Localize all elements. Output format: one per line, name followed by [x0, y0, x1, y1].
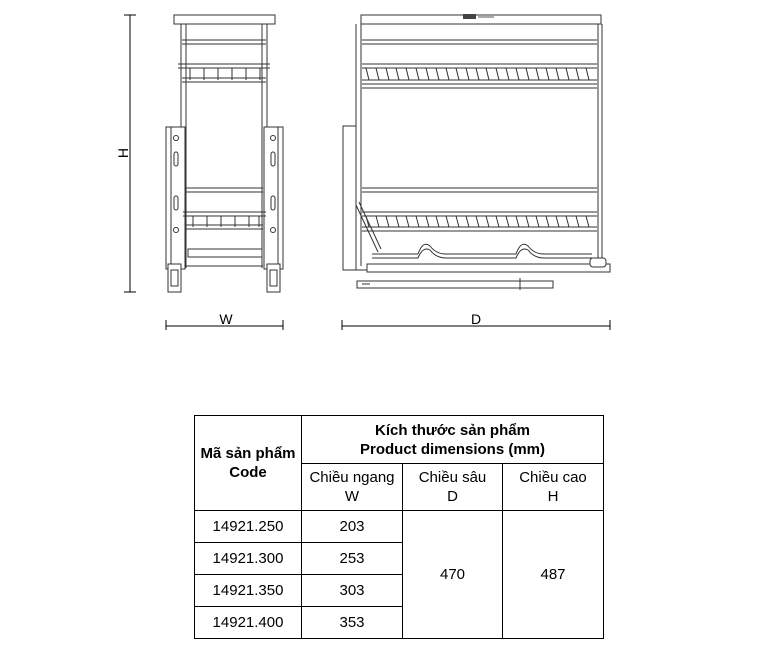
code-cell: 14921.350	[195, 575, 302, 607]
table-row	[195, 511, 604, 543]
depth-label: D	[470, 311, 482, 327]
size-header-vi: Kích thước sản phẩm	[375, 421, 530, 439]
width-cell: 353	[302, 607, 403, 639]
height-column-header	[503, 464, 604, 511]
side-view	[343, 14, 610, 290]
depth-column-header	[403, 464, 503, 511]
dimensions-table	[194, 415, 604, 639]
code-cell: 14921.400	[195, 607, 302, 639]
height-column-vi: Chiều cao	[519, 469, 587, 486]
width-cell: 203	[302, 511, 403, 543]
width-column-header	[302, 464, 403, 511]
lower-basket-wires	[366, 216, 589, 227]
depth-value-cell: 470	[403, 511, 503, 639]
code-header-vi: Mã sản phẩm	[200, 445, 296, 462]
width-column-vi: Chiều ngang	[309, 469, 395, 486]
code-cell: 14921.250	[195, 511, 302, 543]
width-label: W	[219, 311, 233, 327]
depth-column-en: D	[447, 488, 458, 505]
depth-column-vi: Chiều sâu	[418, 469, 487, 486]
height-label: H	[115, 147, 131, 159]
code-cell: 14921.300	[195, 543, 302, 575]
size-header-en: Product dimensions (mm)	[359, 440, 546, 458]
height-column-en: H	[547, 488, 559, 505]
width-cell: 253	[302, 543, 403, 575]
width-column-en: W	[344, 488, 360, 505]
height-value-cell: 487	[503, 511, 604, 639]
front-view	[166, 15, 283, 292]
upper-basket-wires	[366, 68, 589, 80]
code-header	[195, 416, 302, 511]
width-cell: 303	[302, 575, 403, 607]
size-header	[302, 416, 604, 464]
code-header-en: Code	[229, 464, 267, 481]
